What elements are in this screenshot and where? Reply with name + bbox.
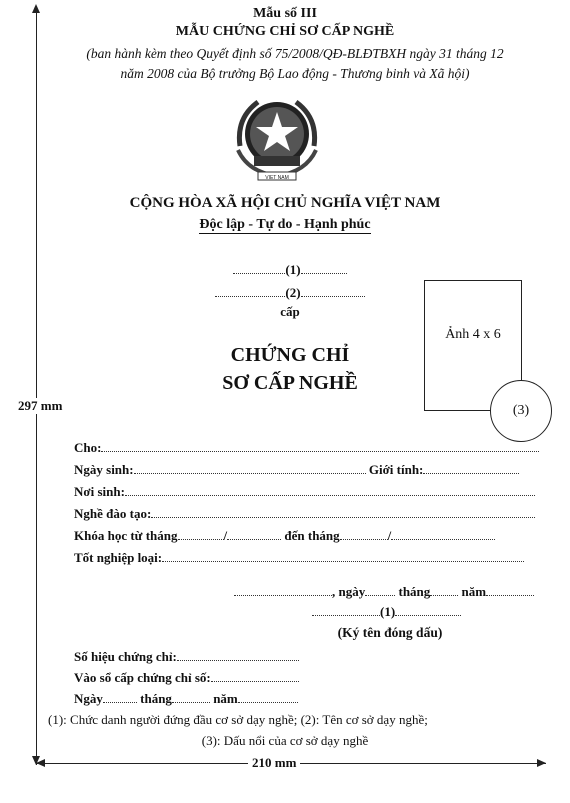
arrow-right-icon (537, 759, 546, 767)
field-dob: Ngày sinh: Giới tính: (74, 462, 519, 478)
svg-text:VIET NAM: VIET NAM (265, 175, 289, 181)
form-number: Mẫu số III (253, 6, 317, 21)
nation-motto: Độc lập - Tự do - Hạnh phúc (199, 217, 371, 232)
nation-name: CỘNG HÒA XÃ HỘI CHỦ NGHĨA VIỆT NAM (129, 195, 441, 211)
width-label: 210 mm (248, 755, 300, 771)
signature-date: , ngày tháng năm (234, 584, 534, 600)
height-label: 297 mm (14, 398, 66, 414)
registry-cert-no: Số hiệu chứng chỉ: (74, 649, 299, 665)
footnote-line-1: (1): Chức danh người đứng đầu cơ sở dạy nghề; (2): Tên cơ sở dạy nghề; (48, 712, 428, 727)
field-birthplace: Nơi sinh: (74, 484, 535, 500)
footnote-line-2: (3): Dấu nổi của cơ sở dạy nghề (201, 733, 369, 748)
decree-line-1: (ban hành kèm theo Quyết định số 75/2008/QĐ-BLĐTBXH ngày 31 tháng 12 (86, 46, 504, 61)
signature-note: (Ký tên đóng dấu) (337, 625, 443, 640)
national-emblem-icon (228, 88, 326, 188)
signature-title: (1) (312, 604, 461, 620)
issuer-line-1: (1) (180, 262, 400, 278)
certificate-title-1: CHỨNG CHỈ (230, 344, 350, 366)
field-grade: Tốt nghiệp loại: (74, 550, 524, 566)
registry-date: Ngày tháng năm (74, 691, 298, 707)
field-recipient: Cho: (74, 440, 539, 456)
field-trade: Nghề đào tạo: (74, 506, 535, 522)
decree-line-2: năm 2008 của Bộ trưởng Bộ Lao động - Thương binh và Xã hội) (120, 66, 470, 81)
issuer-line-2: (2) (180, 285, 400, 301)
registry-book-no: Vào sổ cấp chứng chỉ số: (74, 670, 299, 686)
field-course: Khóa học từ tháng / đến tháng / (74, 528, 495, 544)
issuer-level: cấp (280, 304, 300, 319)
form-title: MẪU CHỨNG CHỈ SƠ CẤP NGHỀ (175, 24, 395, 39)
photo-label: Ảnh 4 x 6 (445, 327, 501, 342)
seal-stamp: (3) (490, 380, 552, 442)
arrow-left-icon (36, 759, 45, 767)
certificate-title-2: SƠ CẤP NGHỀ (222, 372, 358, 394)
height-dimension-line (36, 8, 37, 765)
